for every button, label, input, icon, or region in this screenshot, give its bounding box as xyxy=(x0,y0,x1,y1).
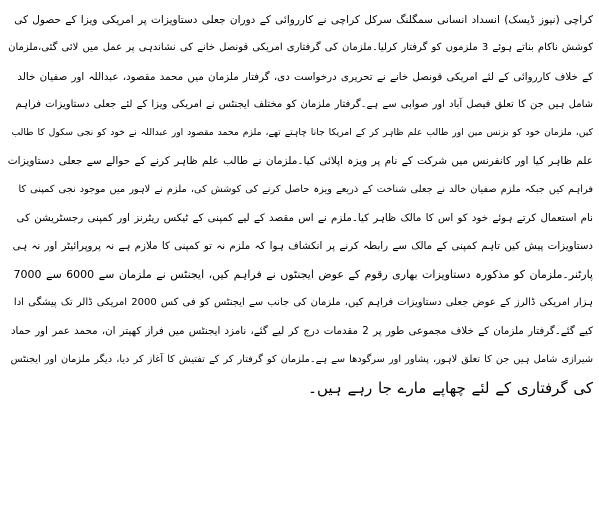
article-line: علم ظاہر کیا اور کانفرنس میں شرکت کے نام پر ویزہ اپلائی کیا۔ملزمان نے طالب علم ظاہر کرنے کے حوالے سے جعلی دستاویزات xyxy=(7,155,593,168)
article-line: ہزار امریکی ڈالرز کے عوض جعلی دستاویزات فراہم کیں، ملزمان کی جانب سے ایجنٹس کو فی کس 2000 امریکی ڈالر تک پیشگی ادا xyxy=(13,296,593,308)
article-line: کراچی (نیوز ڈیسک) انسداد انسانی سمگلنگ سرکل کراچی نے کارروائی کے دوران جعلی دستاویزات پر امریکی ویزا کے حصول کی xyxy=(14,14,593,26)
article-line: کوشش ناکام بناتے ہوئے 3 ملزموں کو گرفتار کرلیا۔ملزمان کی گرفتاری امریکی قونصل خانے کی نشاندہی پر عمل میں لائی گئی،ملزمان xyxy=(8,42,593,54)
article-line: نام استعمال کرتے ہوئے خود کو اس کا مالک ظاہر کیا۔ملزم نے اس مقصد کے لیے کمپنی کے ٹیکس ریٹرنز اور کمپنی رجسٹریشن کی xyxy=(16,212,593,225)
article-line: پارٹنر۔ملزمان کو مذکورہ دستاویزات بھاری رقوم کے عوض ایجنٹوں نے فراہم کیں، ایجنٹس نے ملزمان سے 6000 سے 7000 xyxy=(13,267,593,281)
article-line: شیرازی شامل ہیں جن کا تعلق لاہور، پشاور اور سرگودھا سے ہے۔ملزمان کو گرفتار کر کے تفتیش کا آغاز کر دیا، دیگر ملزمان اور ایجنٹس xyxy=(10,353,593,365)
article-line: شامل ہیں جن کا تعلق فیصل آباد اور صوابی سے ہے۔گرفتار ملزمان کو مختلف ایجنٹس نے امریکی ویزا کے لئے جعلی دستاویزات فراہم xyxy=(15,98,593,110)
article-line: کیے گئے۔گرفتار ملزمان کے خلاف مجموعی طور پر 2 مقدمات درج کر لیے گئے، نامزد ایجنٹس میں فراز کھیتر ان، محمد عمر اور حماد xyxy=(10,325,593,338)
article-line: فراہم کیں جبکہ ملزم صفیان خالد نے جعلی شناخت کے ذریعے ویزہ حاصل کرنے کی کوشش کی، ملزم نے لاہور میں موجود نجی کمپنی کا xyxy=(18,183,593,195)
article-line: کی گرفتاری کے لئے چھاپے مارے جا رہے ہیں۔ xyxy=(308,378,593,397)
article-line: کے خلاف کارروائی کے لئے امریکی قونصل خانے نے تحریری درخواست دی، گرفتار ملزمان میں محمد مقصود، عبداللہ اور صفیان خالد xyxy=(17,70,593,83)
article-line: کیں، ملزمان خود کو بزنس مین اور طالب علم ظاہر کر کے امریکا جانا چاہتے تھے، ملزم محمد مقصود اور عبداللہ نے خود کو نجی سکول کا طالب xyxy=(11,127,593,139)
article-line: دستاویزات پیش کیں تاہم کمپنی کے مالک سے رابطہ کرنے پر انکشاف ہوا کہ ملزم نہ تو کمپنی کا ملازم ہے نہ پروپرائیٹر اور نہ ہی xyxy=(12,240,593,253)
